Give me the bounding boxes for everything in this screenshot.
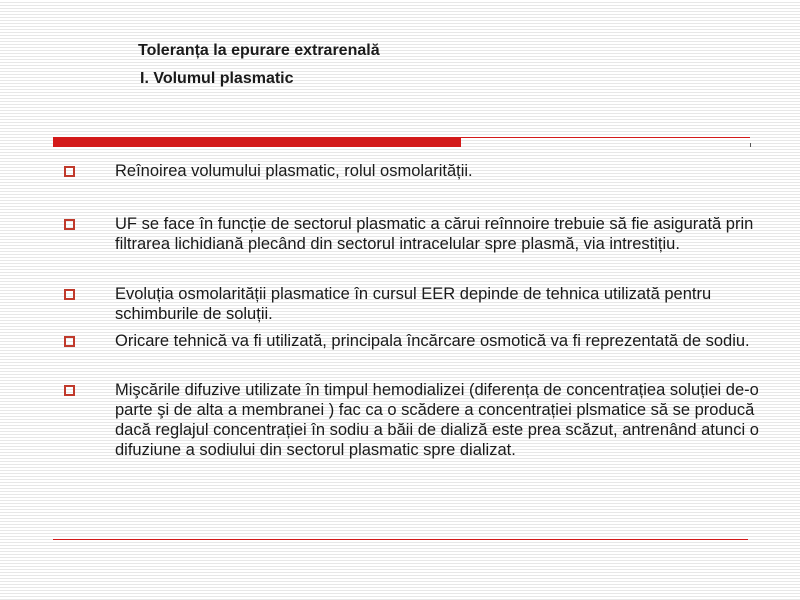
hollow-square-icon [64,385,75,396]
hollow-square-icon [64,336,75,347]
bullet-text: Oricare tehnică va fi utilizată, principala încărcare osmotică va fi reprezentată de sodiu. [115,332,750,350]
hollow-square-icon [64,289,75,300]
title-accent-bar [53,137,461,147]
bullet-text: UF se face în funcție de sectorul plasmatic a cărui reînnoire trebuie să fie asigurată prin filtrarea lichidiană plecând din sectorul intracelular spre plasmă, via intrestițiu. [115,215,754,253]
bullet-text: Reînoirea volumului plasmatic, rolul osmolarității. [115,162,473,180]
slide-title: Toleranța la epurare extrarenală [138,42,380,59]
hollow-square-icon [64,166,75,177]
bullet-text: Evoluția osmolarității plasmatice în cursul EER depinde de tehnica utilizată pentru schimburile de soluții. [115,285,712,323]
title-divider-line [461,137,750,138]
hollow-square-icon [64,219,75,230]
divider-end-mark [750,143,751,147]
bullet-text: Mişcările difuzive utilizate în timpul hemodializei (diferența de concentrațiea soluției de-o parte şi de alta a membranei ) fac ca o scădere a concentrației plsmatice să se producă dacă reglajul concentrației în sodiu a băii de dializă este prea scăzut, antrenând atunci o difuziune a sodiului din sectorul plasmatic spre dializat. [115,381,759,459]
slide-subtitle: I. Volumul plasmatic [140,70,294,87]
footer-divider-line [53,539,748,540]
